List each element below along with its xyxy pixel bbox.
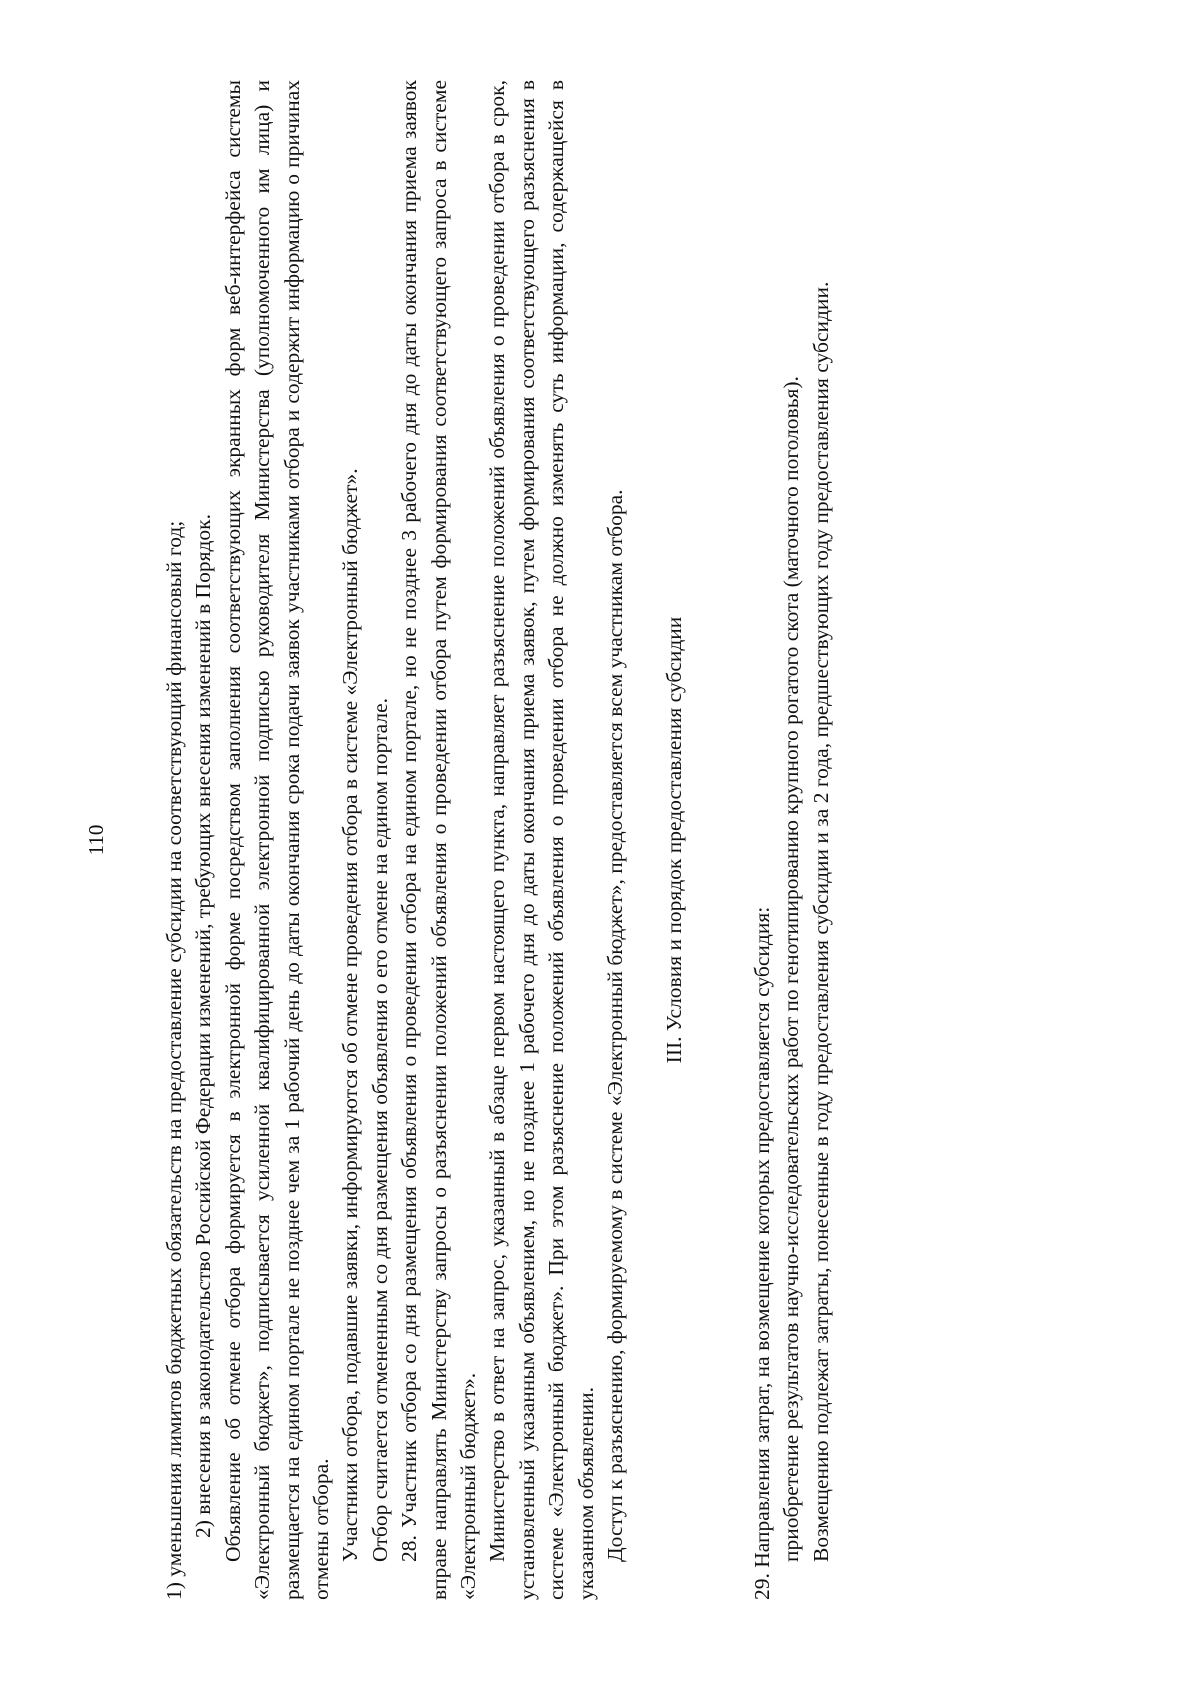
rotated-content <box>84 80 1060 1600</box>
page-number: 110 <box>84 824 108 856</box>
paragraph-4: Участники отбора, подавшие заявки, информируются об отмене проведения отбора в системе «Электронный бюджет». <box>338 468 363 1562</box>
paragraph-2: 2) внесения в законодательство Российской Федерации изменений, требующих внесения изменений в Порядок. <box>191 514 216 1538</box>
paragraph-8: Доступ к разъяснению, формируемому в системе «Электронный бюджет», предоставляется всем участникам отбора. <box>603 489 628 1562</box>
spacer <box>719 80 748 1600</box>
paragraphs-top <box>160 80 836 1600</box>
paragraph-1: 1) уменьшения лимитов бюджетных обязательств на предоставление субсидии на соответствующий финансовый год; <box>162 520 186 1600</box>
paragraph-10: приобретение результатов научно-исследовательских работ по генотипированию крупного рогатого скота (маточного поголовья). <box>779 376 804 1562</box>
section-title: III. Условия и порядок предоставления субсидии <box>661 616 686 1064</box>
spacer <box>631 80 660 1600</box>
paragraph-9: 29. Направления затрат, на возмещение которых предоставляется субсидия: <box>750 906 775 1600</box>
paragraph-5: Отбор считается отмененным со дня размещения объявления о его отмене на едином портале. <box>367 697 392 1562</box>
spacer <box>689 80 718 1600</box>
paragraph-11: Возмещению подлежат затраты, понесенные в году предоставления субсидии и за 2 года, предшествующих году предоставления субсидии. <box>808 281 833 1562</box>
paragraph-3: Объявление об отмене отбора формируется в электронной форме посредством заполнения соответствующих экранных форм веб-интерфейса системы «Электронный бюджет», подписывается усиленной квалифицированной электронной подписью руководителя Министерства (уполномоченного им лица) и размещается на едином портале не позднее чем за 1 рабочий день до даты окончания срока подачи заявок участниками отбора и содержит информацию о причинах отмены отбора. <box>220 80 334 1600</box>
paragraph-7: Министерство в ответ на запрос, указанный в абзаце первом настоящего пункта, направляет разъяснение положений объявления о проведении отбора в срок, установленный указанным объявлением, но не позднее 1 рабочего дня до даты окончания приема заявок, путем формирования соответствующего разъяснения в системе «Электронный бюджет». При этом разъяснение положений объявления о проведении отбора не должно изменять суть информации, содержащейся в указанном объявлении. <box>485 80 598 1600</box>
paragraph-6: 28. Участник отбора со дня размещения объявления о проведении отбора на едином портале, но не позднее 3 рабочего дня до даты окончания приема заявок вправе направлять Министерству запросы о разъяснении положений объявления о проведении отбора путем формирования соответствующего запроса в системе «Электронный бюджет». <box>397 80 481 1600</box>
